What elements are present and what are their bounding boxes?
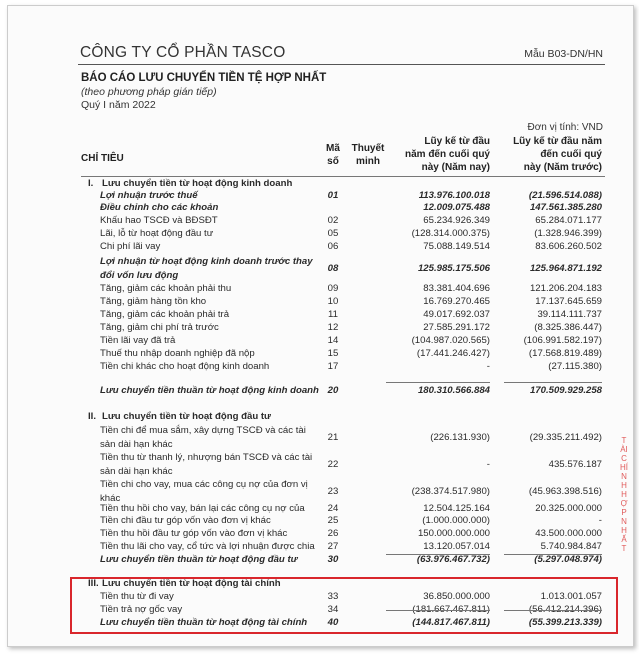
- row-prior-value: 1.013.001.057: [540, 591, 602, 602]
- row-current-value: (63.976.467.732): [416, 554, 490, 565]
- row-current-value: 65.234.926.349: [423, 215, 490, 226]
- row-label-line: sản dài hạn khác: [100, 439, 173, 450]
- col-note-line-2: minh: [356, 156, 380, 167]
- col-code-line-2: số: [327, 156, 339, 167]
- col-note-line-1: Thuyết: [351, 143, 385, 154]
- row-prior-value: (106.991.582.197): [523, 335, 602, 346]
- row-prior-value: (21.596.514.088): [528, 190, 602, 201]
- row-label: [100, 554, 326, 566]
- row-current-value: 13.120.057.014: [423, 541, 490, 552]
- row-label-line: Tiền chi khác cho hoạt động kinh doanh: [100, 361, 270, 372]
- row-code: 34: [327, 604, 339, 615]
- row-label: [100, 528, 326, 540]
- row-current-value: 180.310.566.884: [417, 385, 490, 396]
- row-code: 22: [327, 459, 339, 470]
- row-current-value: (181.667.467.811): [412, 604, 490, 615]
- row-prior-value: 43.500.000.000: [535, 528, 602, 539]
- row-code: 20: [327, 385, 339, 396]
- row-current-value: (238.374.517.980): [411, 486, 490, 497]
- row-label: [100, 202, 326, 214]
- row-prior-value: 83.606.260.502: [535, 241, 602, 252]
- row-current-value: 83.381.404.696: [423, 283, 490, 294]
- row-current-value: 125.985.175.506: [417, 263, 490, 274]
- row-prior-value: 65.284.071.177: [535, 215, 602, 226]
- row-label: [100, 322, 326, 334]
- col-prior-line-2: đến cuối quý: [540, 149, 602, 160]
- row-label-line: Tiền thu từ thanh lý, nhượng bán TSCĐ và các tài: [100, 452, 313, 463]
- financing-section-highlight: [70, 577, 618, 634]
- row-label-line: Tiền thu hồi cho vay, bán lại các công cụ nợ của: [100, 503, 305, 514]
- row-prior-value: 20.325.000.000: [535, 503, 602, 514]
- currency-unit: Đơn vị tính: VND: [527, 122, 603, 133]
- row-prior-value: (17.568.819.489): [528, 348, 602, 359]
- row-label-line: Điều chỉnh cho các khoản: [100, 202, 219, 213]
- header-divider: [78, 64, 605, 65]
- row-code: 30: [327, 554, 339, 565]
- col-code-line-1: Mã: [326, 143, 340, 154]
- row-label-line: Lưu chuyển tiền từ hoạt động tài chính: [102, 578, 281, 589]
- row-current-value: 36.850.000.000: [423, 591, 490, 602]
- row-code: 12: [327, 322, 339, 333]
- row-code: 24: [327, 503, 339, 514]
- row-label: [100, 503, 326, 515]
- row-prior-value: 170.509.929.258: [529, 385, 602, 396]
- row-label-line: Thuế thu nhập doanh nghiệp đã nộp: [100, 348, 255, 359]
- row-label-line: Chi phí lãi vay: [100, 241, 161, 252]
- row-label: [100, 296, 326, 308]
- row-label: [100, 190, 326, 202]
- col-current-line-2: năm đến cuối quý: [404, 149, 490, 160]
- row-code: 11: [328, 309, 338, 320]
- company-name: CÔNG TY CỔ PHẦN TASCO: [80, 44, 286, 61]
- row-code: 05: [327, 228, 339, 239]
- row-code: 14: [327, 335, 339, 346]
- row-prior-value: (56.412.214.396): [528, 604, 602, 615]
- row-label-line: Lợi nhuận từ hoạt động kinh doanh trước thay: [100, 256, 313, 267]
- row-label-line: Khấu hao TSCĐ và BĐSĐT: [100, 215, 218, 226]
- row-current-value: 12.504.125.164: [423, 503, 490, 514]
- row-current-value: (128.314.000.375): [411, 228, 490, 239]
- underline-investing-current: [386, 554, 490, 555]
- underline-operating-current: [386, 382, 490, 383]
- row-current-value: 12.009.075.488: [423, 202, 490, 213]
- row-prior-value: 147.561.385.280: [529, 202, 602, 213]
- row-label: [100, 256, 326, 282]
- row-label: [100, 309, 326, 321]
- col-current-header: [388, 135, 490, 174]
- row-label: [100, 385, 326, 397]
- row-prior-value: (45.963.398.516): [528, 486, 602, 497]
- row-label: [100, 541, 326, 553]
- row-code: 17: [327, 361, 339, 372]
- row-prior-value: (8.325.386.447): [534, 322, 602, 333]
- row-code: 06: [327, 241, 339, 252]
- section-number: III.: [88, 578, 99, 589]
- row-code: 23: [327, 486, 339, 497]
- row-prior-value: 121.206.204.183: [529, 283, 602, 294]
- section-number: I.: [88, 178, 94, 189]
- row-code: 09: [327, 283, 339, 294]
- row-code: 40: [327, 617, 339, 628]
- row-prior-value: 435.576.187: [548, 459, 602, 470]
- row-code: 10: [327, 296, 339, 307]
- row-label-line: Lưu chuyển tiền từ hoạt động kinh doanh: [102, 178, 293, 189]
- row-label-line: Lợi nhuận trước thuế: [100, 190, 198, 201]
- row-label-line: Tăng, giảm các khoản phải thu: [100, 283, 232, 294]
- row-prior-value: -: [598, 515, 602, 526]
- row-prior-value: 17.137.645.659: [535, 296, 602, 307]
- row-label-line: Tiền trả nợ gốc vay: [100, 604, 183, 615]
- row-label: [100, 452, 326, 478]
- col-indicator-header: CHỈ TIÊU: [81, 153, 124, 164]
- col-prior-line-1: Lũy kế từ đầu năm: [513, 136, 602, 147]
- row-code: 33: [327, 591, 339, 602]
- row-label-line: Tăng, giảm hàng tồn kho: [100, 296, 207, 307]
- row-prior-value: (27.115.380): [548, 361, 602, 372]
- row-label: [100, 361, 326, 373]
- row-current-value: -: [486, 459, 490, 470]
- row-current-value: 16.769.270.465: [423, 296, 490, 307]
- row-code: 26: [327, 528, 339, 539]
- row-current-value: (17.441.246.427): [416, 348, 490, 359]
- row-label-line: Tiền chi cho vay, mua các công cụ nợ của đơn vị: [100, 479, 308, 490]
- row-label: [100, 335, 326, 347]
- row-label-line: Tiền thu lãi cho vay, cổ tức và lợi nhuận được chia: [100, 541, 315, 552]
- row-label-line: Lưu chuyển tiền từ hoạt động đầu tư: [102, 411, 272, 422]
- col-code-header: [318, 142, 348, 168]
- row-label: [100, 215, 326, 227]
- row-prior-value: (55.399.213.339): [528, 617, 602, 628]
- row-label-line: Tiền thu hồi đầu tư góp vốn vào đơn vị khác: [100, 528, 288, 539]
- row-label: [100, 283, 326, 295]
- row-label-line: Tăng, giảm các khoản phải trả: [100, 309, 230, 320]
- section-number: II.: [88, 411, 96, 422]
- form-code: Mẫu B03-DN/HN: [524, 48, 603, 60]
- row-label-line: Lưu chuyển tiền thuần từ hoạt động kinh doanh: [100, 385, 319, 396]
- row-prior-value: 5.740.984.847: [540, 541, 602, 552]
- row-label-line: đổi vốn lưu động: [100, 270, 179, 281]
- row-current-value: 27.585.291.172: [423, 322, 490, 333]
- row-label-line: Tăng, giảm chi phí trả trước: [100, 322, 219, 333]
- col-prior-header: [496, 135, 602, 174]
- row-label-line: khác: [100, 493, 121, 504]
- row-label: [102, 178, 328, 190]
- report-page: [7, 5, 634, 647]
- row-code: 02: [327, 215, 339, 226]
- report-method: (theo phương pháp gián tiếp): [81, 86, 217, 98]
- row-prior-value: 39.114.111.737: [537, 309, 602, 320]
- table-header-divider: [81, 176, 605, 177]
- col-current-line-1: Lũy kế từ đầu: [424, 136, 490, 147]
- row-prior-value: (5.297.048.974): [534, 554, 602, 565]
- row-label-line: Tiền chi đầu tư góp vốn vào đơn vị khác: [100, 515, 271, 526]
- row-code: 27: [327, 541, 339, 552]
- row-label-line: Tiền chi để mua sắm, xây dựng TSCĐ và các tài: [100, 425, 306, 436]
- row-label: [100, 515, 326, 527]
- underline-operating-prior: [504, 382, 602, 383]
- row-label: [100, 425, 326, 451]
- row-current-value: (1.000.000.000): [422, 515, 490, 526]
- row-current-value: (104.987.020.565): [411, 335, 490, 346]
- row-label-line: sản dài hạn khác: [100, 466, 173, 477]
- row-prior-value: (29.335.211.492): [529, 432, 602, 443]
- row-current-value: (144.817.467.811): [412, 617, 490, 628]
- side-stamp: TÀI CHÍNH HỢP NHẤT: [620, 436, 628, 553]
- row-label-line: Tiền thu từ đi vay: [100, 591, 174, 602]
- row-prior-value: 125.964.871.192: [529, 263, 602, 274]
- row-current-value: 49.017.692.037: [423, 309, 490, 320]
- col-current-line-3: này (Năm nay): [421, 162, 490, 173]
- row-code: 25: [327, 515, 339, 526]
- row-current-value: 150.000.000.000: [417, 528, 490, 539]
- row-label: [100, 241, 326, 253]
- row-current-value: (226.131.930): [430, 432, 490, 443]
- row-label: [100, 479, 326, 505]
- underline-investing-prior: [504, 554, 602, 555]
- row-label-line: Tiền lãi vay đã trả: [100, 335, 176, 346]
- row-label: [102, 411, 328, 423]
- col-note-header: [346, 142, 390, 168]
- row-label-line: Lưu chuyển tiền thuần từ hoạt động đầu tư: [100, 554, 298, 565]
- row-code: 01: [327, 190, 339, 201]
- row-current-value: 113.976.100.018: [418, 190, 490, 201]
- row-label-line: Lưu chuyển tiền thuần từ hoạt động tài chính: [100, 617, 308, 628]
- row-code: 15: [327, 348, 339, 359]
- col-prior-line-3: này (Năm trước): [523, 162, 602, 173]
- row-label: [100, 228, 326, 240]
- row-current-value: 75.088.149.514: [423, 241, 490, 252]
- row-code: 08: [327, 263, 339, 274]
- report-title: BÁO CÁO LƯU CHUYỂN TIỀN TỆ HỢP NHẤT: [81, 72, 327, 84]
- row-prior-value: (1.328.946.399): [534, 228, 602, 239]
- report-period: Quý I năm 2022: [81, 99, 156, 111]
- row-current-value: -: [486, 361, 490, 372]
- row-label-line: Lãi, lỗ từ hoạt động đầu tư: [100, 228, 214, 239]
- row-code: 21: [327, 432, 339, 443]
- row-label: [100, 348, 326, 360]
